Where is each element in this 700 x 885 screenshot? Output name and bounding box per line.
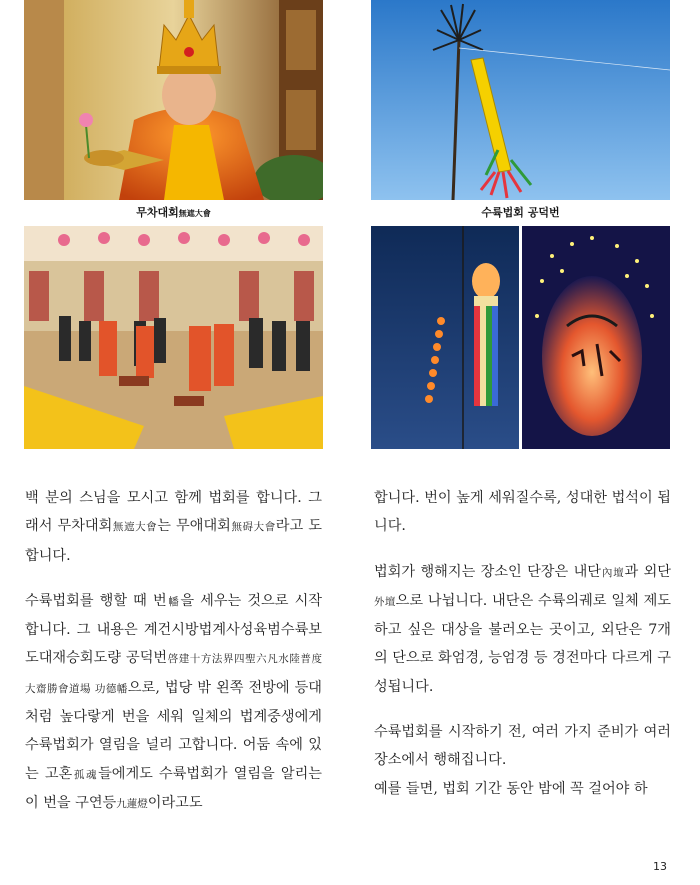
caption-top-left <box>24 204 323 220</box>
caption-ko: 무차대회 <box>136 206 179 219</box>
left-text-column <box>25 484 322 818</box>
left-paragraph-1: 백 분의 스님을 모시고 함께 법회를 합니다. 그 래서 무차대회無遮大會는 무애대회無碍大會라고 도 합니다. <box>25 490 323 564</box>
right-paragraph-2: 법회가 행해지는 장소인 단장은 내단內壇과 외단外壇으로 나뉩니다. 내단은 수륙의궤로 일체 제도하고 싶은 대상을 불러오는 곳이고, 외단은 7개의 단으로 화엄경, 능엄경 등 경전마다 다르게 구성됩니다. <box>374 563 671 695</box>
right-paragraph-1: 합니다. 번이 높게 세워질수록, 성대한 법석이 됩니다. <box>374 490 671 535</box>
night-lantern-closeup-photo <box>522 226 670 449</box>
caption-top-right <box>371 204 670 220</box>
page-number: 13 <box>653 860 667 873</box>
caption-ko: 수륙법회 공덕번 <box>481 206 560 219</box>
night-lantern-banner-photo <box>371 226 519 449</box>
left-paragraph-2: 수륙법회를 행할 때 번幡을 세우는 것으로 시작합니다. 그 내용은 계건시방법계사성육범수륙보도대재승회도량 공덕번啓建十方法界四聖六凡水陸普度大齋勝會道場 功德幡으로, 법당 밖 왼쪽 전방에 등대처럼 높다랗게 번을 세워 일체의 법계중생에게 수륙법회가 열림을 널리 고합니다. 어둠 속에 있는 고혼孤魂들에게도 수륙법회가 열림을 알리는 이 번을 구연등九蓮燈이라고도 <box>25 592 322 811</box>
tall-banner-pole-photo <box>371 0 670 200</box>
right-text-column <box>374 484 671 803</box>
right-paragraph-3: 수륙법회를 시작하기 전, 여러 가지 준비가 여러 장소에서 행해집니다. <box>374 724 671 769</box>
caption-han: 無遮大會 <box>178 209 211 218</box>
dharma-hall-gathering-photo <box>24 226 323 449</box>
right-paragraph-4: 예를 들면, 법회 기간 동안 밤에 꼭 걸어야 하 <box>374 780 648 797</box>
monk-crown-ceremony-photo <box>24 0 323 200</box>
